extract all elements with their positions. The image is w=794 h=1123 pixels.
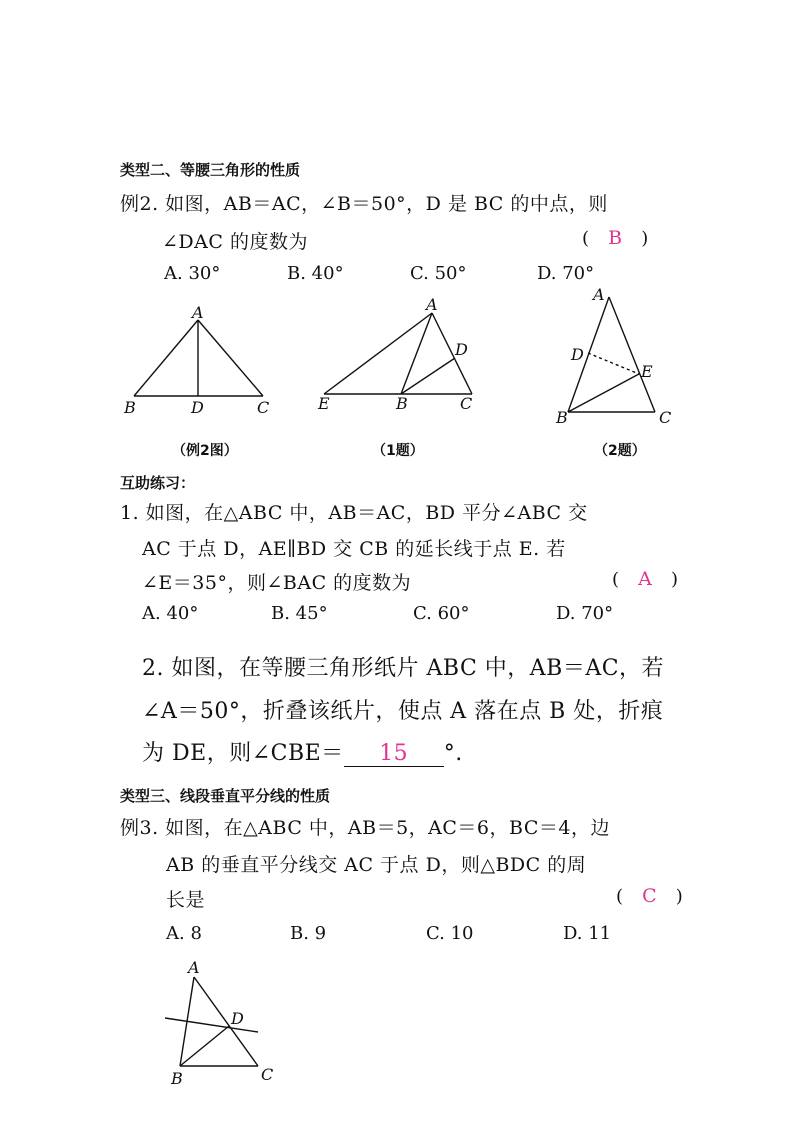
example2-option-a: A. 30°	[164, 263, 221, 284]
fig1-label-a: A	[426, 295, 438, 314]
example3-line1: 例3. 如图，在△ABC 中，AB＝5，AC＝6，BC＝4，边	[120, 817, 610, 839]
example2-line2: ∠DAC 的度数为	[162, 231, 308, 253]
q2-line1: 2. 如图，在等腰三角形纸片 ABC 中，AB＝AC，若	[142, 656, 665, 681]
bracket-right: )	[675, 886, 683, 907]
bracket-right: )	[670, 569, 678, 590]
example3-option-b: B. 9	[290, 923, 327, 944]
fig2-label-e: E	[641, 362, 653, 381]
caption-question1: （1题）	[372, 443, 424, 459]
q2-line3-suffix: °.	[443, 741, 463, 766]
section-heading-type-2: 类型二、等腰三角形的性质	[120, 161, 301, 179]
example3-option-d: D. 11	[563, 923, 612, 944]
caption-example2: （例2图）	[172, 443, 238, 459]
q1-option-a: A. 40°	[142, 603, 199, 624]
fig1-label-c: C	[460, 394, 473, 413]
section-heading-type-3: 类型三、线段垂直平分线的性质	[120, 787, 331, 805]
bracket-right: )	[641, 228, 649, 249]
bracket-left: (	[616, 886, 624, 907]
example2-option-b: B. 40°	[287, 263, 344, 284]
fig3-label-b: B	[171, 1069, 183, 1088]
q2-answer-blank: 15	[344, 741, 444, 767]
fig2-label-c: C	[659, 408, 672, 427]
practice-heading: 互助练习：	[120, 474, 196, 492]
fig3-label-a: A	[188, 958, 200, 977]
bracket-left: (	[582, 228, 590, 249]
caption-question2: （2题）	[594, 443, 646, 459]
fig2-label-a: A	[593, 285, 605, 304]
fig2-label-d: D	[571, 345, 584, 364]
example2-line1: 例2. 如图，AB＝AC，∠B＝50°，D 是 BC 的中点，则	[120, 193, 608, 215]
fig1-label-e: E	[318, 394, 330, 413]
q2-line3-prefix: 为 DE，则∠CBE＝	[142, 741, 344, 766]
example3-option-c: C. 10	[426, 923, 474, 944]
example3-line2: AB 的垂直平分线交 AC 于点 D，则△BDC 的周	[166, 854, 587, 876]
q2-line2: ∠A＝50°，折叠该纸片，使点 A 落在点 B 处，折痕	[142, 699, 664, 724]
example2-option-d: D. 70°	[537, 263, 595, 284]
example2-answer: B	[608, 227, 623, 249]
example3-answer: C	[642, 885, 657, 907]
q1-option-c: C. 60°	[413, 603, 470, 624]
fig-ex2-label-c: C	[257, 398, 270, 417]
example3-option-a: A. 8	[166, 923, 202, 944]
fig-ex2-label-a: A	[192, 303, 204, 322]
fig1-label-b: B	[396, 394, 408, 413]
fig-ex2-label-b: B	[124, 398, 136, 417]
q1-line1: 1. 如图，在△ABC 中，AB＝AC，BD 平分∠ABC 交	[120, 502, 588, 524]
bracket-left: (	[612, 569, 620, 590]
q1-option-b: B. 45°	[271, 603, 328, 624]
example2-option-c: C. 50°	[410, 263, 467, 284]
q1-option-d: D. 70°	[556, 603, 614, 624]
example3-line3: 长是	[166, 889, 206, 911]
fig-ex2-label-d: D	[191, 398, 204, 417]
fig3-label-d: D	[231, 1009, 244, 1028]
q1-line3: ∠E＝35°，则∠BAC 的度数为	[142, 572, 412, 594]
fig2-label-b: B	[556, 408, 568, 427]
q1-answer: A	[638, 568, 652, 590]
fig1-label-d: D	[455, 340, 468, 359]
q1-line2: AC 于点 D，AE∥BD 交 CB 的延长线于点 E. 若	[142, 538, 566, 560]
fig3-label-c: C	[261, 1065, 274, 1084]
